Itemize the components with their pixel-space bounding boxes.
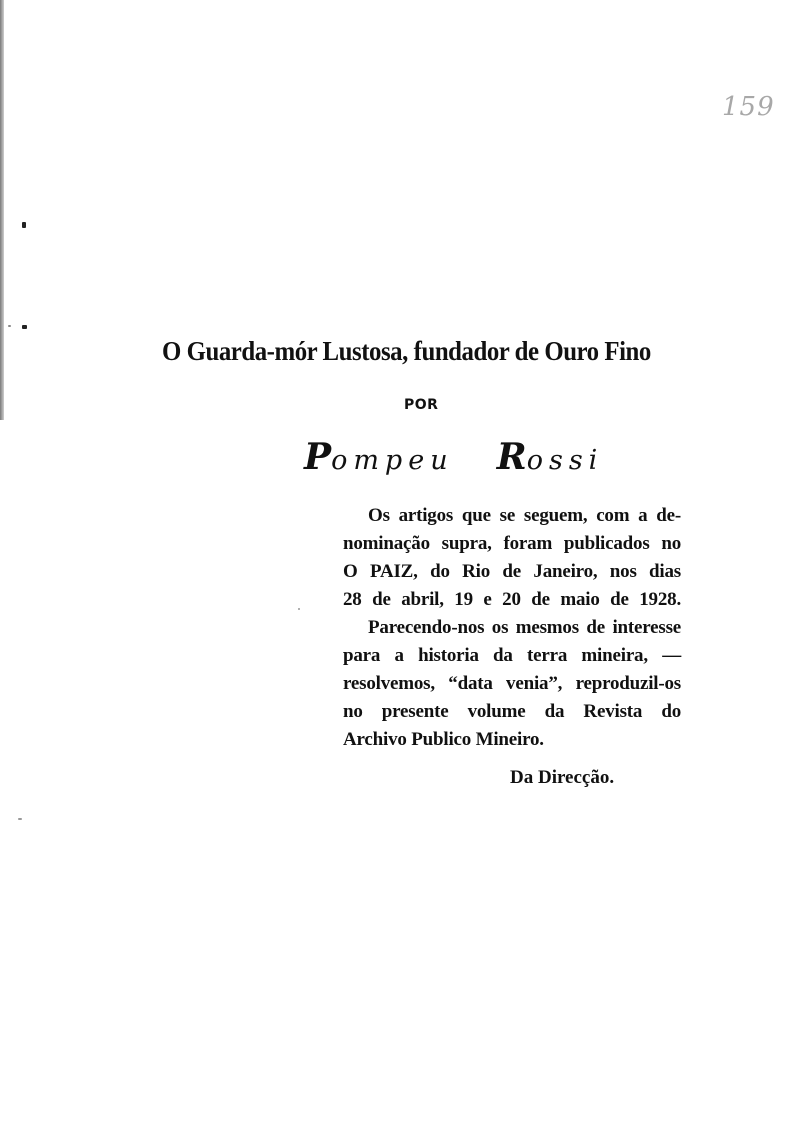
author-first-initial: P [304, 436, 332, 478]
author-name [304, 436, 603, 478]
signature: Da Direcção. [510, 767, 615, 788]
note-line: Archivo Publico Mineiro. [343, 729, 544, 750]
page-number: 159 [722, 92, 775, 122]
page-left-edge [0, 0, 4, 420]
note-line: resolvemos, “data venia”, reproduzil-os [343, 673, 681, 694]
article-title: O Guarda-mór Lustosa, fundador de Ouro Fino [162, 336, 651, 366]
note-line: no presente volume da Revista do [343, 701, 681, 722]
author-last-rest: ossi [526, 445, 604, 476]
note-line: 28 de abril, 19 e 20 de maio de 1928. [343, 589, 681, 610]
note-line: para a historia da terra mineira, — [343, 645, 681, 666]
note-line: Parecendo-nos os mesmos de interesse [368, 617, 681, 638]
scan-speck [298, 608, 300, 610]
note-line: nominação supra, foram publicados no [343, 533, 681, 554]
note-line: Os artigos que se seguem, com a de- [368, 505, 681, 526]
scan-speck [18, 818, 22, 820]
editorial-note [343, 502, 681, 754]
scan-speck [8, 325, 11, 327]
scan-speck [22, 325, 27, 329]
author-first-rest: ompeu [331, 445, 454, 476]
byline-label: POR [404, 397, 439, 413]
author-last-initial: R [496, 436, 527, 478]
scan-speck [22, 222, 26, 228]
note-line: O PAIZ, do Rio de Janeiro, nos dias [343, 561, 681, 582]
